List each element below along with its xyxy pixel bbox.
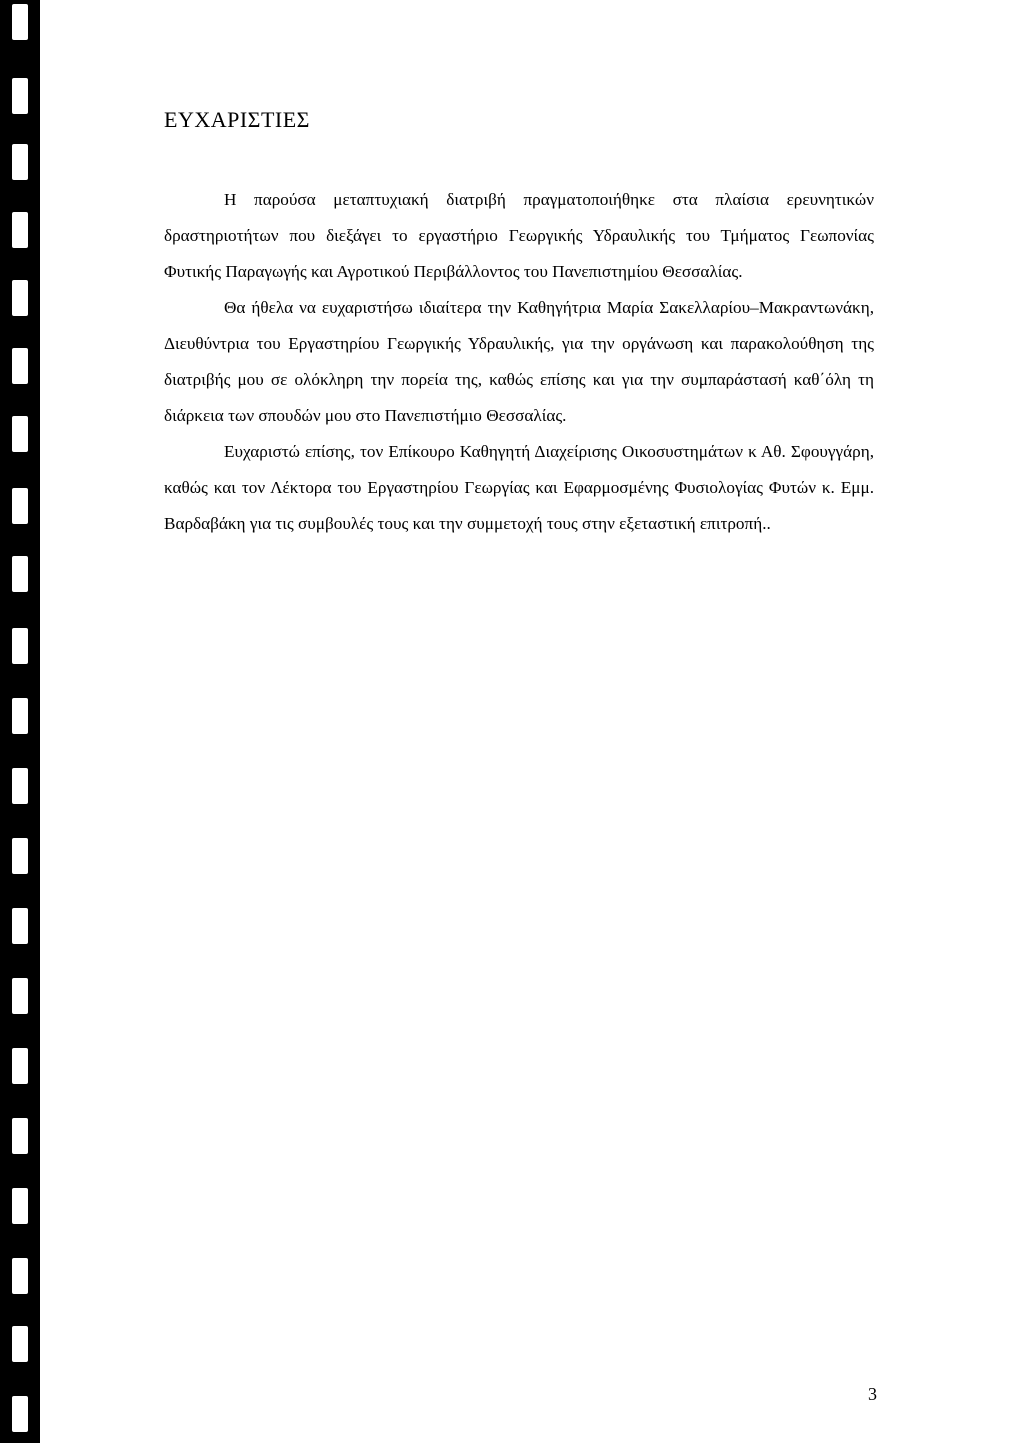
paragraph: Η παρούσα μεταπτυχιακή διατριβή πραγματοποιήθηκε στα πλαίσια ερευνητικών δραστηριοτήτων που διεξάγει το εργαστήριο Γεωργικής Υδραυλικής του Τμήματος Γεωπονίας Φυτικής Παραγωγής και Αγροτικού Περιβάλλοντος του Πανεπιστημίου Θεσσαλίας.	[164, 190, 874, 281]
strip-hole	[12, 768, 28, 804]
strip-hole	[12, 1188, 28, 1224]
strip-hole	[12, 556, 28, 592]
page-number: 3	[868, 1384, 877, 1404]
strip-hole	[12, 698, 28, 734]
strip-hole	[12, 488, 28, 524]
strip-hole	[12, 908, 28, 944]
strip-hole	[12, 1118, 28, 1154]
strip-hole	[12, 280, 28, 316]
paragraph: Ευχαριστώ επίσης, τον Επίκουρο Καθηγητή Διαχείρισης Οικοσυστημάτων κ Αθ. Σφουγγάρη, καθώς και τον Λέκτορα του Εργαστηρίου Γεωργίας και Εφαρμοσμένης Φυσιολογίας Φυτών κ. Εμμ. Βαρδαβάκη για τις συμβουλές τους και την συμμετοχή τους στην εξεταστική επιτροπή..	[164, 442, 874, 533]
strip-hole	[12, 1326, 28, 1362]
paragraph: Θα ήθελα να ευχαριστήσω ιδιαίτερα την Καθηγήτρια Μαρία Σακελλαρίου–Μακραντωνάκη, Διευθύντρια του Εργαστηρίου Γεωργικής Υδραυλικής, για την οργάνωση και παρακολούθηση της διατριβής μου σε ολόκληρη την πορεία της, καθώς επίσης και για την συμπαράστασή καθ΄όλη τη διάρκεια των σπουδών μου στο Πανεπιστήμιο Θεσσαλίας.	[164, 298, 874, 425]
acknowledgements-body	[164, 182, 874, 542]
strip-hole	[12, 144, 28, 180]
strip-hole	[12, 1048, 28, 1084]
strip-hole	[12, 416, 28, 452]
strip-hole	[12, 838, 28, 874]
strip-hole	[12, 1396, 28, 1432]
strip-hole	[12, 212, 28, 248]
strip-hole	[12, 78, 28, 114]
film-edge-strip	[0, 0, 40, 1443]
strip-hole	[12, 1258, 28, 1294]
strip-hole	[12, 628, 28, 664]
strip-hole	[12, 978, 28, 1014]
page-title: ΕΥΧΑΡΙΣΤΙΕΣ	[164, 107, 310, 132]
strip-hole	[12, 348, 28, 384]
strip-hole	[12, 4, 28, 40]
